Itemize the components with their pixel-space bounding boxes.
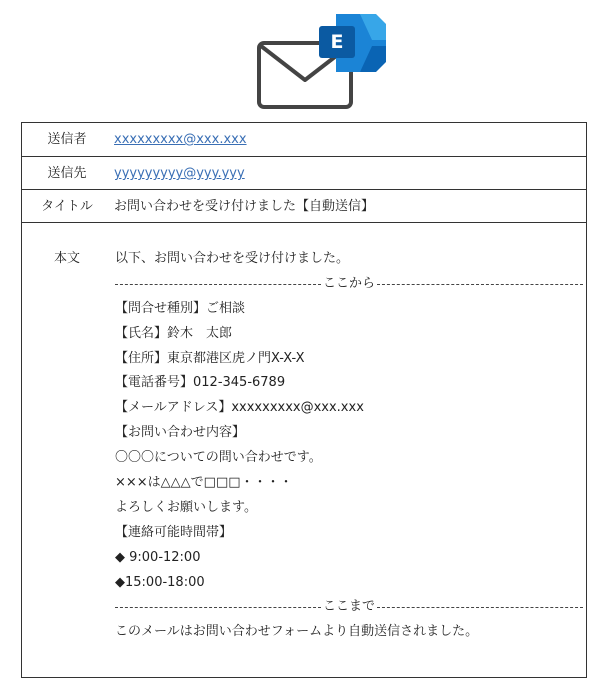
line-content-1: 〇〇〇についての問い合わせです。: [115, 450, 322, 466]
line-address: 【住所】東京都港区虎ノ門X-X-X: [115, 350, 305, 366]
dash-line: [377, 607, 583, 608]
separator-start-text: ここから: [323, 275, 376, 291]
dash-line: [377, 284, 583, 285]
line-phone: 【電話番号】012-345-6789: [115, 375, 286, 391]
subject-value: お問い合わせを受け付けました【自動送信】: [114, 199, 375, 214]
dash-line: [115, 284, 321, 285]
recipient-address-link[interactable]: yyyyyyyyy@yyy.yyy: [114, 166, 245, 181]
exchange-logo-letter: E: [330, 31, 344, 53]
line-email: 【メールアドレス】xxxxxxxxx@xxx.xxx: [115, 400, 364, 416]
line-hours-heading: 【連絡可能時間帯】: [115, 524, 233, 540]
sender-label: 送信者: [47, 132, 87, 147]
line-content-2: ×××は△△△で□□□・・・・: [115, 475, 293, 491]
body-footer: このメールはお問い合わせフォームより自動送信されました。: [115, 624, 479, 640]
separator-start: [115, 274, 583, 299]
line-content-heading: 【お問い合わせ内容】: [115, 425, 246, 441]
line-hours-1: ◆ 9:00-12:00: [115, 549, 201, 565]
body-intro: 以下、お問い合わせを受け付けました。: [115, 251, 350, 266]
line-name: 【氏名】鈴木 太郎: [115, 325, 233, 341]
line-inquiry-category: 【問合せ種別】ご相談: [115, 300, 246, 316]
row-sender: [22, 123, 586, 157]
line-content-3: よろしくお願いします。: [115, 499, 257, 515]
mail-body: [115, 249, 583, 647]
body-label: 本文: [53, 251, 80, 266]
mail-table: [21, 122, 587, 678]
row-recipient: [22, 157, 586, 190]
separator-end: [115, 597, 583, 622]
row-subject: [22, 190, 586, 223]
subject-label: タイトル: [41, 199, 93, 214]
separator-end-text: ここまで: [323, 599, 376, 615]
dash-line: [115, 607, 321, 608]
sender-address-link[interactable]: xxxxxxxxx@xxx.xxx: [114, 132, 247, 147]
line-hours-2: ◆15:00-18:00: [115, 574, 205, 590]
recipient-label: 送信先: [47, 166, 87, 181]
header-icons: [0, 0, 613, 118]
